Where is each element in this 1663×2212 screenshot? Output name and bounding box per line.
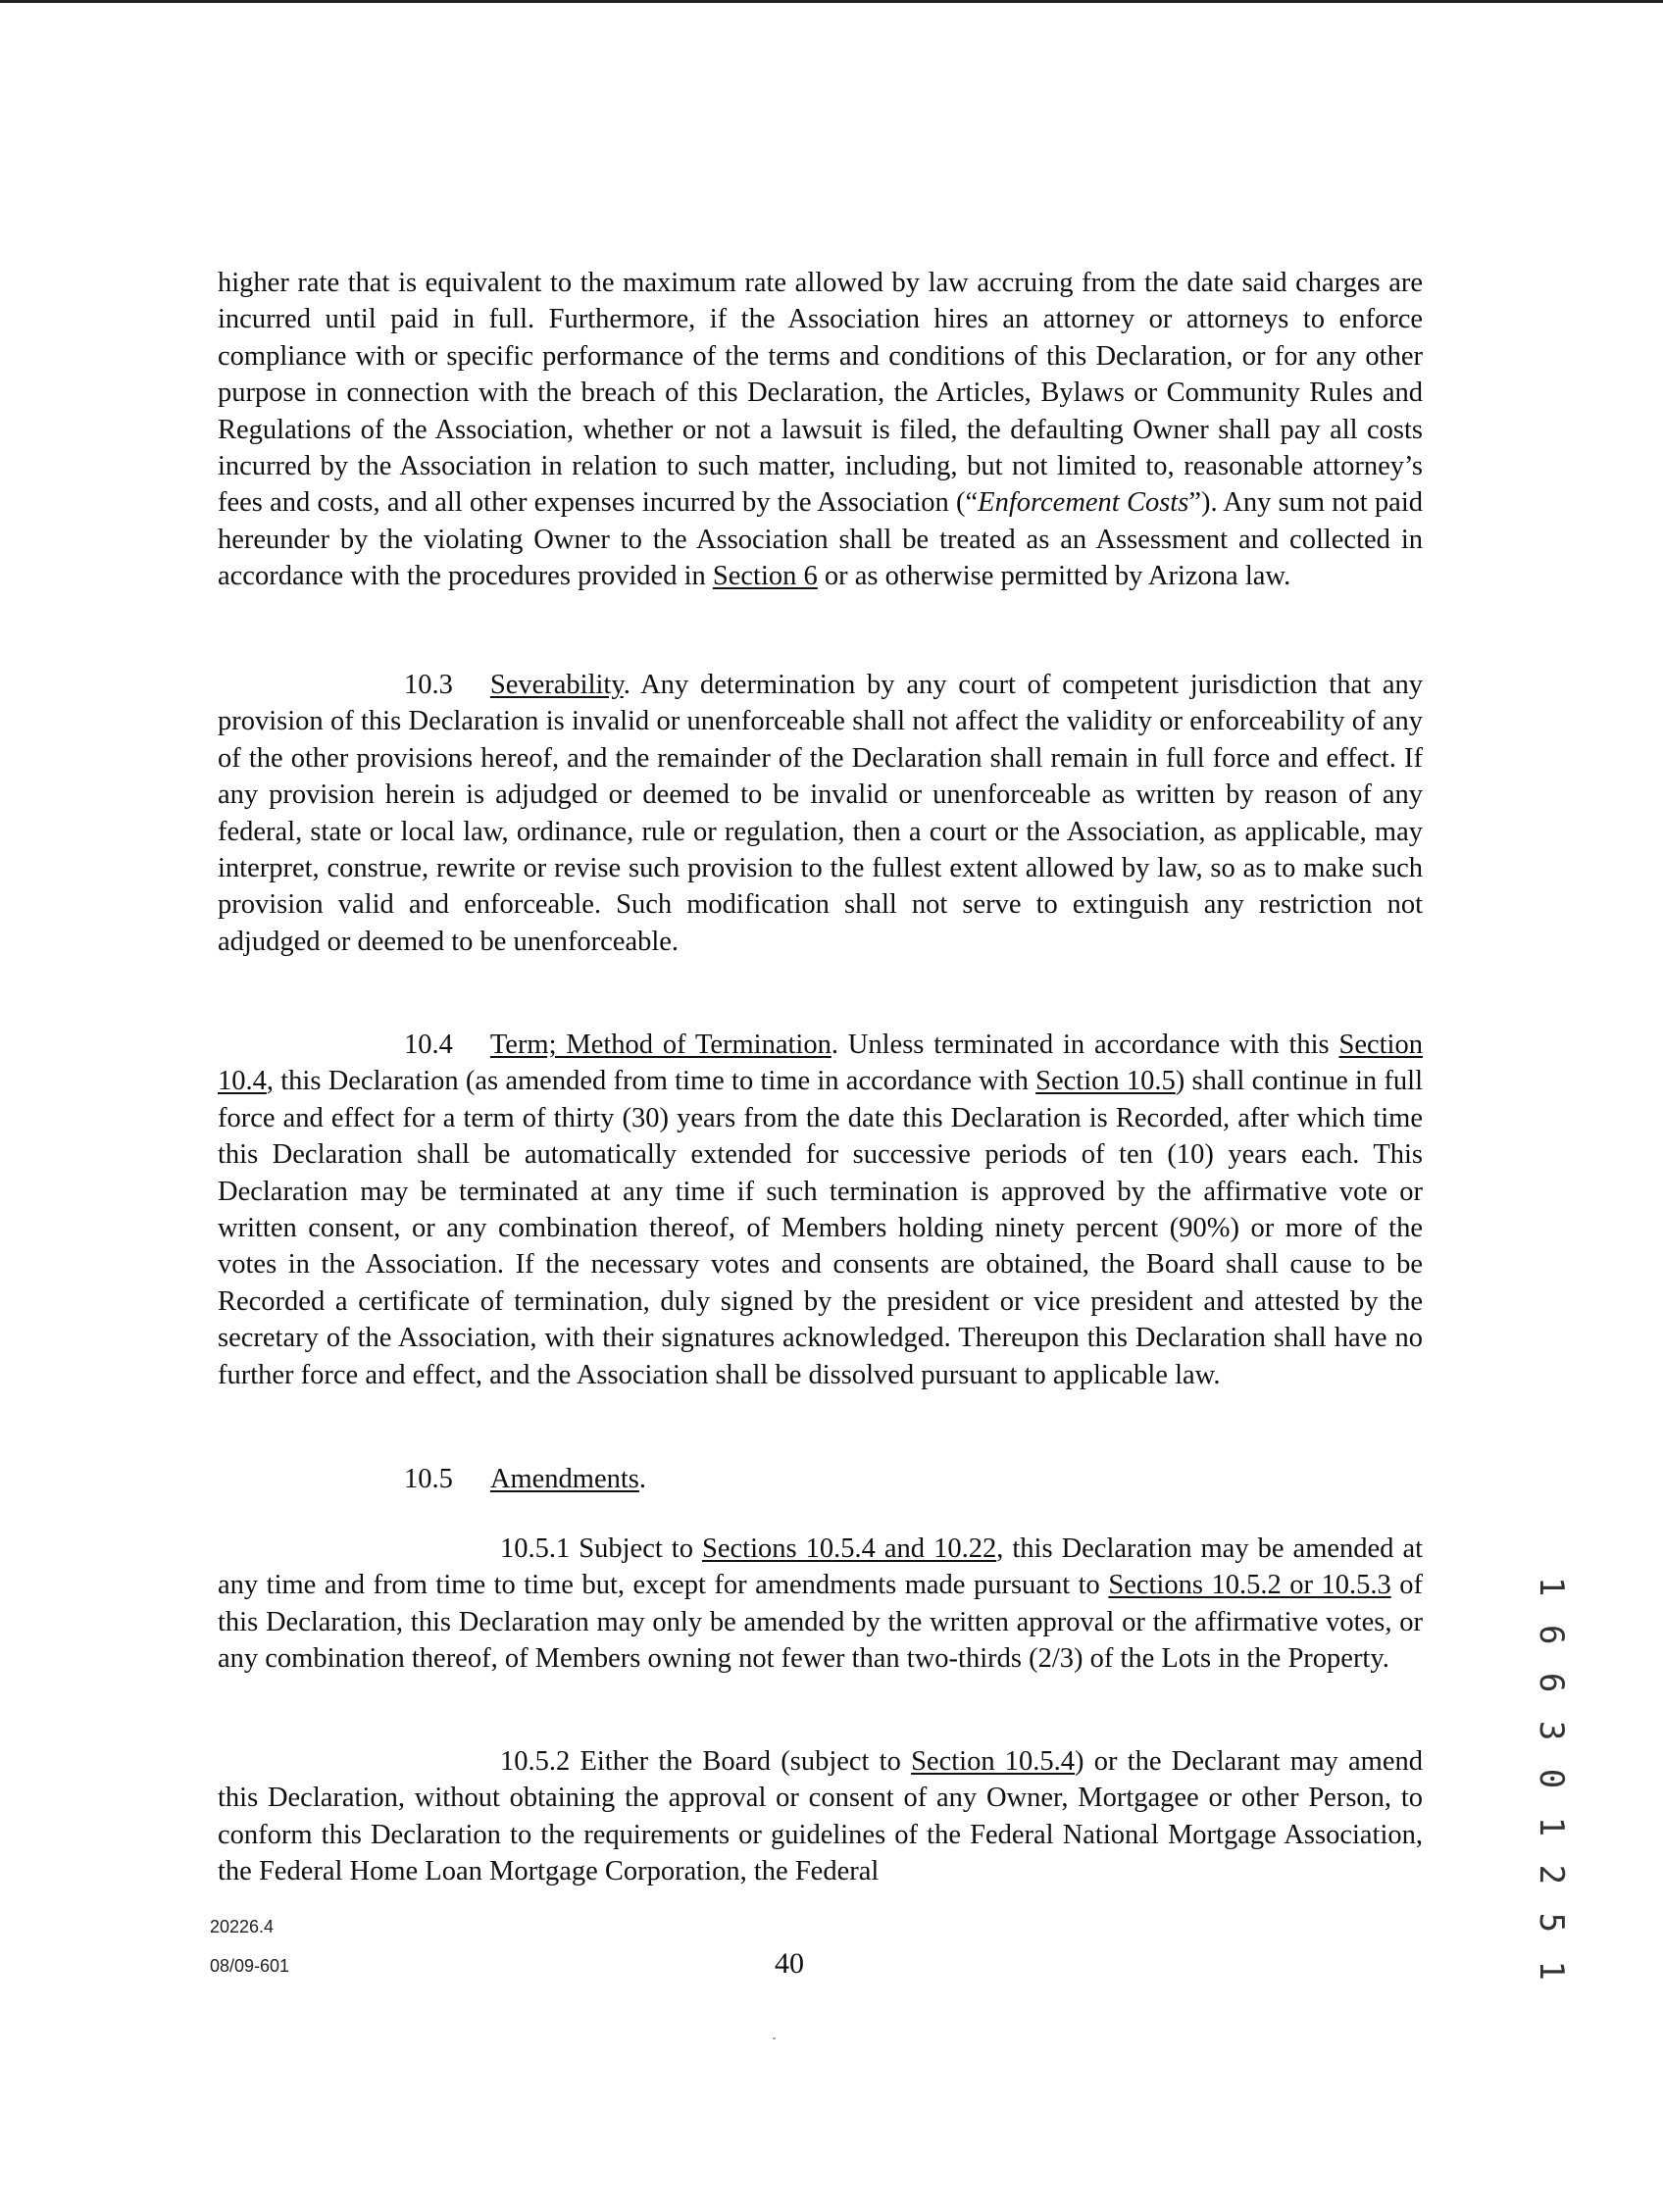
section-10-4-ref-1: Section 10.4: [218, 1030, 1423, 1097]
section-10-5-1: [218, 1531, 1423, 1678]
section-10-5-1-ref-1: Sections 10.5.4 and 10.22: [702, 1533, 997, 1564]
section-10-4: [218, 1027, 1423, 1393]
footer-doc-code: 08/09-601: [210, 1956, 290, 1976]
section-10-5-heading: [404, 1461, 646, 1497]
section-10-5-2-number: 10.5.2: [500, 1746, 571, 1777]
recording-stamp: [1532, 1577, 1575, 1985]
section-10-3-number: 10.3: [404, 670, 453, 700]
page-number: 40: [775, 1947, 804, 1980]
section-10-5-2-ref-1: Section 10.5.4: [911, 1746, 1076, 1777]
intro-text: higher rate that is equivalent to the maximum rate allowed by law accruing from the date said charges are incurred until paid in full. Furthermore, if the Association hires an attorney or attorneys to enforce compliance with or specific performance of the terms and conditions of this Declaration, or for any other purpose in connection with the breach of this Declaration, the Articles, Bylaws or Community Rules and Regulations of the Association, whether or not a lawsuit is filed, the defaulting Owner shall pay all costs incurred by the Association in relation to such matter, including, but not limited to, reasonable attorney’s fees and costs, and all other expenses incurred by the Association (“: [218, 268, 1423, 519]
top-border-line: [0, 0, 1663, 3]
section-10-4-ref-2: Section 10.5: [1035, 1066, 1176, 1097]
intro-text-end: or as otherwise permitted by Arizona law.: [817, 561, 1291, 592]
section-10-3-title: Severability: [489, 670, 624, 700]
scan-speck: [773, 2037, 776, 2039]
section-10-5-2-body-2: ) or the Declarant may amend this Declaration, without obtaining the approval or consent of any Owner, Mortgagee or other Person, to conform this Declaration to the requirements or guidelines of the Federal National Mortgage Association, the Federal Home Loan Mortgage Corporation, the Federal: [218, 1746, 1423, 1887]
section-10-5-title: Amendments: [489, 1464, 639, 1494]
footer-doc-number: 20226.4: [210, 1917, 275, 1936]
recording-stamp-text: 1 6 6 3 0 1 2 5 1: [1532, 1577, 1571, 1985]
section-10-5-1-body-3: of this Declaration, this Declaration may only be amended by the written approval or the affirmative votes, or any combination thereof, of Members owning not fewer than two-thirds (2/3) of the Lots in the Property.: [218, 1570, 1423, 1675]
section-10-5-2-body-1: Either the Board (subject to: [570, 1746, 912, 1777]
section-10-5-2: [218, 1743, 1423, 1890]
section-10-4-title: Term; Method of Termination: [489, 1030, 832, 1060]
section-10-4-number: 10.4: [404, 1030, 453, 1060]
enforcement-costs-term: Enforcement Costs: [978, 487, 1189, 519]
section-10-4-body-1: . Unless terminated in accordance with this: [831, 1030, 1339, 1060]
section-10-5-1-ref-2: Sections 10.5.2 or 10.5.3: [1108, 1570, 1391, 1601]
section-10-3-body: . Any determination by any court of competent jurisdiction that any provision of this Declaration is invalid or unenforceable shall not affect the validity or enforceability of any of the other provisions hereof, and the remainder of the Declaration shall remain in full force and effect. If any provision herein is adjudged or deemed to be invalid or unenforceable as written by reason of any federal, state or local law, ordinance, rule or regulation, then a court or the Association, as applicable, may interpret, construe, rewrite or revise such provision to the fullest extent allowed by law, so as to make such provision valid and enforceable. Such modification shall not serve to extinguish any restriction not adjudged or deemed to be unenforceable.: [218, 670, 1423, 957]
section-10-5-title-period: .: [638, 1464, 646, 1494]
section-10-5-1-number: 10.5.1: [500, 1533, 571, 1564]
section-6-reference: Section 6: [712, 561, 818, 592]
intro-text-continued: ”). Any sum not paid hereunder by the violating Owner to the Association shall be treated as an Assessment and collected in accordance with the procedures provided in: [218, 487, 1423, 592]
section-10-3: [218, 667, 1423, 960]
section-10-5-1-body-2: , this Declaration may be amended at any time and from time to time but, except for amendments made pursuant to: [218, 1533, 1424, 1601]
section-10-4-body-2: , this Declaration (as amended from time to time in accordance with: [266, 1066, 1036, 1097]
section-10-4-body-3: ) shall continue in full force and effect for a term of thirty (30) years from the date this Declaration is Recorded, after which time this Declaration shall be automatically extended for successive periods of ten (10) years each. This Declaration may be terminated at any time if such termination is approved by the affirmative vote or written consent, or any combination thereof, of Members holding ninety percent (90%) or more of the votes in the Association. If the necessary votes and consents are obtained, the Board shall cause to be Recorded a certificate of termination, duly signed by the president or vice president and attested by the secretary of the Association, with their signatures acknowledged. Thereupon this Declaration shall have no further force and effect, and the Association shall be dissolved pursuant to applicable law.: [218, 1066, 1423, 1390]
intro-paragraph: [218, 265, 1423, 595]
section-10-5-1-body-1: Subject to: [570, 1533, 702, 1564]
section-10-5-number: 10.5: [404, 1464, 453, 1494]
